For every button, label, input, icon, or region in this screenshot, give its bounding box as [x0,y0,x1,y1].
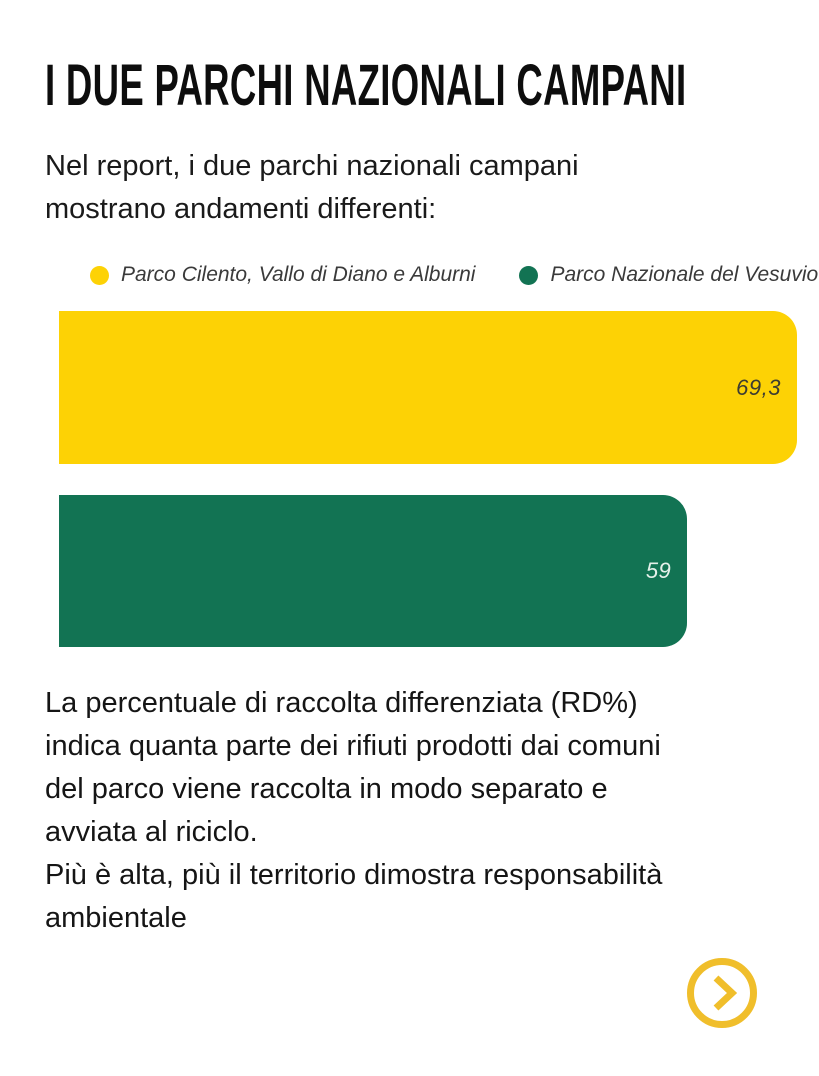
subtitle [45,145,819,231]
description-line: avviata al riciclo. [45,816,258,848]
subtitle-line: Nel report, i due parchi nazionali campani [45,150,579,182]
legend-dot-green-icon [519,266,538,285]
legend-label: Parco Cilento, Vallo di Diano e Alburni [121,263,476,286]
description-line: ambientale [45,902,187,934]
description-text [45,682,800,940]
page-title: I DUE PARCHI NAZIONALI CAMPANI [45,53,687,118]
bar-chart [59,311,797,647]
legend-item-cilento [90,263,475,287]
legend-item-vesuvio [519,263,818,287]
bar-value-label: 59 [645,558,672,583]
bar-value-label: 69,3 [736,374,781,400]
legend-label: Parco Nazionale del Vesuvio [550,263,819,286]
description-line: del parco viene raccolta in modo separato e [45,773,608,805]
description-line: La percentuale di raccolta differenziata (RD%) [45,687,638,719]
bar-parco-vesuvio [59,495,687,647]
description-line: Più è alta, più il territorio dimostra responsabilità [45,859,663,891]
subtitle-line: mostrano andamenti differenti: [45,193,437,225]
infographic-page [0,52,819,1076]
description-line: indica quanta parte dei rifiuti prodotti dai comuni [45,730,661,762]
chevron-right-icon [711,973,737,1013]
next-button[interactable] [687,958,757,1028]
chart-legend [90,263,819,287]
bar-parco-cilento [59,311,797,464]
legend-dot-yellow-icon [90,266,109,285]
